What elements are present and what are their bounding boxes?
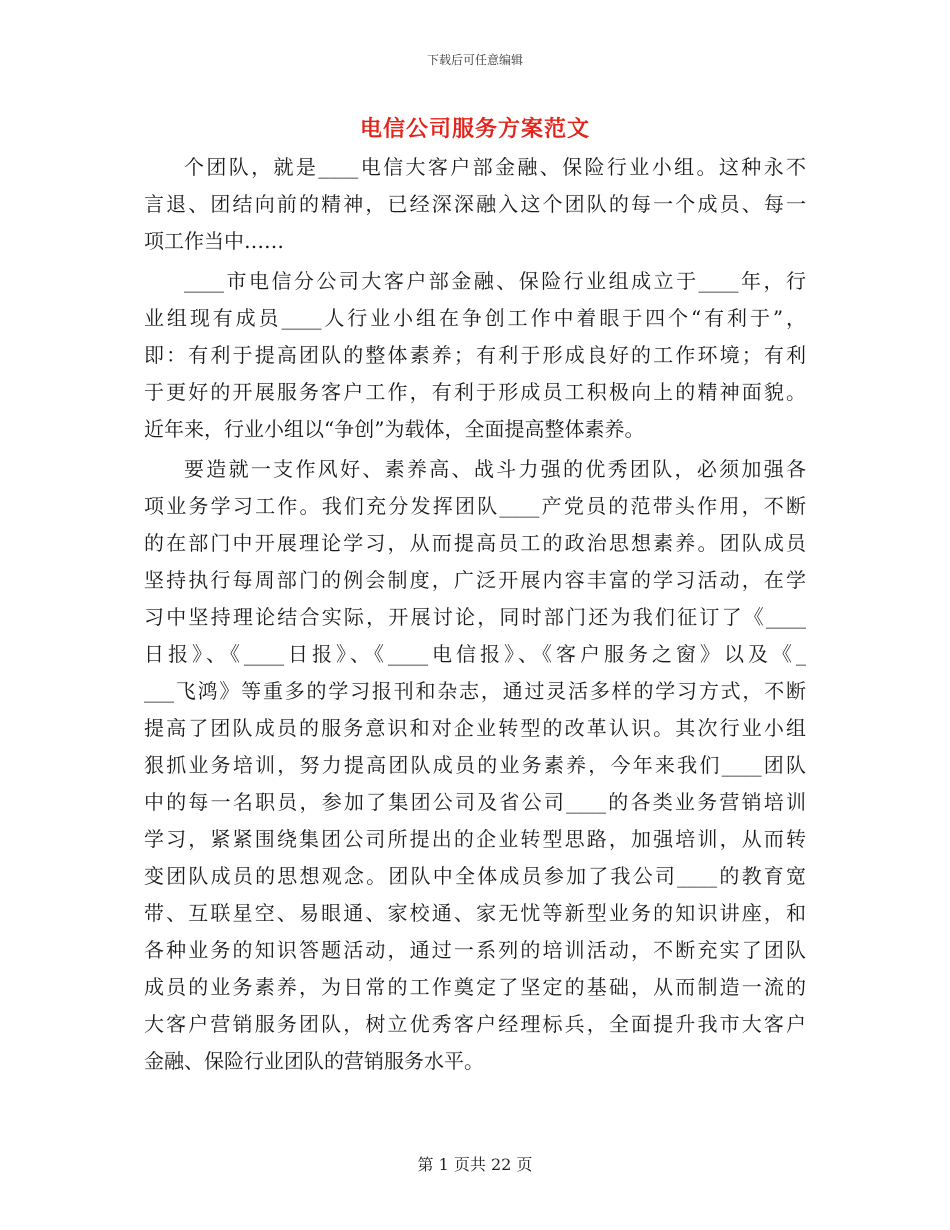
body-line: 大客户营销服务团队，树立优秀客户经理标兵，全面提升我市大客户	[144, 1012, 806, 1036]
body-line: 要造就一支作风好、素养高、战斗力强的优秀团队，必须加强各	[184, 457, 806, 481]
body-line: 习中坚持理论结合实际，开展讨论，同时部门还为我们征订了《____	[144, 605, 806, 629]
page-number: 第 1 页共 22 页	[417, 1155, 533, 1174]
document-title: 电信公司服务方案范文	[359, 116, 590, 142]
body-line: 提高了团队成员的服务意识和对企业转型的改革认识。其次行业小组	[144, 716, 806, 740]
body-line: 个团队，就是____电信大客户部金融、保险行业小组。这种永不	[184, 155, 806, 179]
body-line: 的在部门中开展理论学习，从而提高员工的政治思想素养。团队成员	[144, 531, 806, 555]
body-line: 近年来，行业小组以“争创”为载体，全面提高整体素养。	[144, 417, 645, 441]
body-line: ___飞鸿》等重多的学习报刊和杂志，通过灵活多样的学习方式，不断	[144, 679, 806, 703]
body-line: 金融、保险行业团队的营销服务水平。	[144, 1049, 484, 1073]
body-line: 狠抓业务培训，努力提高团队成员的业务素养，今年来我们____团队	[144, 753, 806, 777]
body-line: 带、互联星空、易眼通、家校通、家无忧等新型业务的知识讲座，和	[144, 901, 806, 925]
body-line: 坚持执行每周部门的例会制度，广泛开展内容丰富的学习活动，在学	[144, 568, 806, 592]
body-line: 项业务学习工作。我们充分发挥团队____产党员的范带头作用，不断	[144, 494, 806, 518]
body-line: 学习，紧紧围绕集团公司所提出的企业转型思路，加强培训，从而转	[144, 827, 806, 851]
body-line: 日报》、《____日报》、《____电信报》、《客户服务之窗》以及《_	[144, 642, 806, 666]
body-line: 变团队成员的思想观念。团队中全体成员参加了我公司____的教育宽	[144, 864, 806, 888]
body-line: 中的每一名职员，参加了集团公司及省公司____的各类业务营销培训	[144, 790, 806, 814]
body-line: 成员的业务素养，为日常的工作奠定了坚定的基础，从而制造一流的	[144, 975, 806, 999]
page-header-note: 下载后可任意编辑	[426, 53, 523, 67]
body-line: 即：有利于提高团队的整体素养；有利于形成良好的工作环境；有利	[144, 343, 806, 367]
body-line: ____市电信分公司大客户部金融、保险行业组成立于____年，行	[184, 269, 806, 293]
body-line: 业组现有成员____人行业小组在争创工作中着眼于四个“有利于”，	[144, 306, 806, 330]
body-line: 各种业务的知识答题活动，通过一系列的培训活动，不断充实了团队	[144, 938, 806, 962]
body-line: 于更好的开展服务客户工作，有利于形成员工积极向上的精神面貌。	[144, 380, 806, 404]
body-line: 言退、团结向前的精神，已经深深融入这个团队的每一个成员、每一	[144, 192, 806, 216]
body-line: 项工作当中……	[144, 229, 284, 253]
